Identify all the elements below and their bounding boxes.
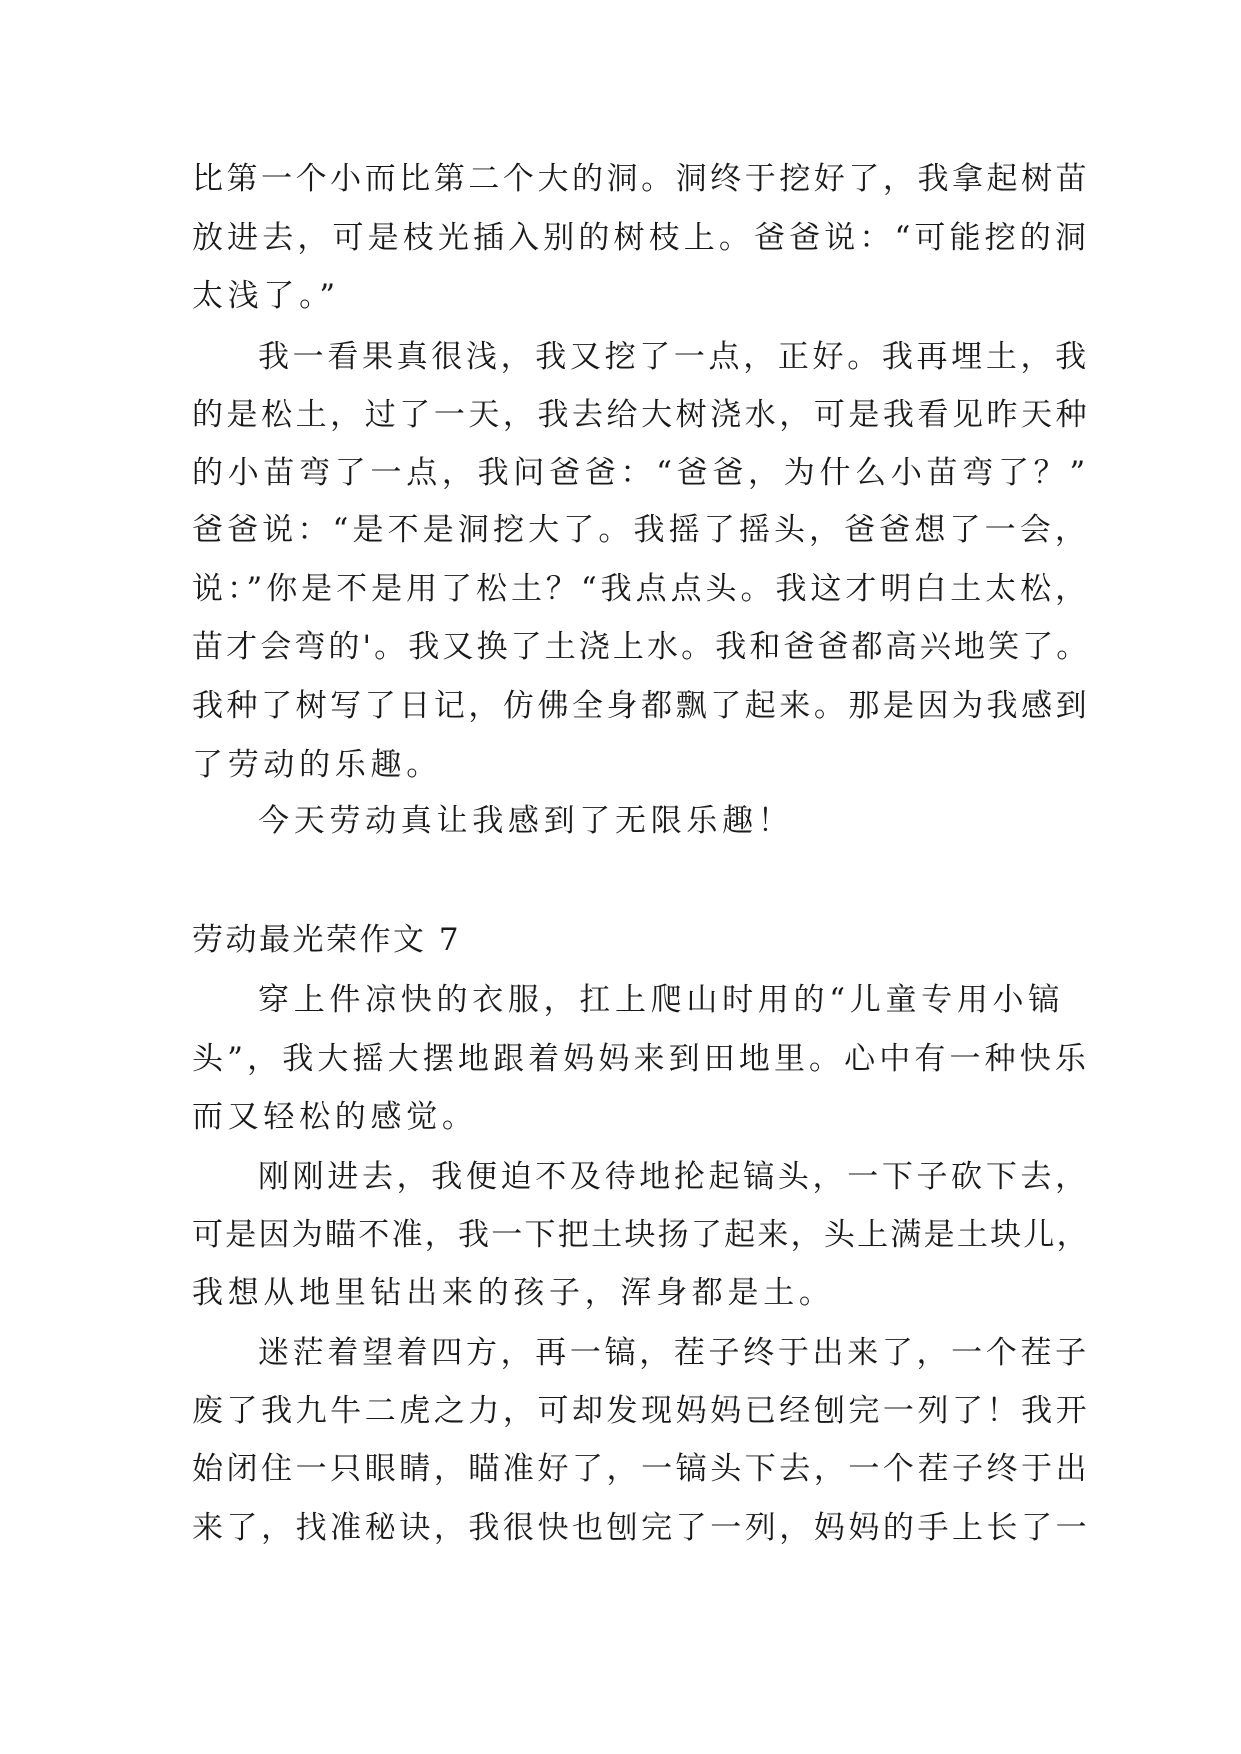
text-line: 比第一个小而比第二个大的洞。洞终于挖好了，我拿起树苗 bbox=[192, 161, 1091, 197]
paragraph-first-line: 穿上件凉快的衣服，扛上爬山时用的“儿童专用小镐 bbox=[258, 982, 1064, 1018]
text-line: 苗才会弯的'。我又换了土浇上水。我和爸爸都高兴地笑了。 bbox=[192, 629, 1091, 665]
paragraph-first-line: 我一看果真很浅，我又挖了一点，正好。我再埋土，我 bbox=[258, 339, 1090, 375]
text-line: 太浅了。” bbox=[192, 278, 340, 314]
text-line: 始闭住一只眼睛，瞄准好了，一镐头下去，一个茬子终于出 bbox=[192, 1451, 1091, 1487]
paragraph-first-line: 今天劳动真让我感到了无限乐趣！ bbox=[258, 803, 794, 839]
text-line: 废了我九牛二虎之力，可却发现妈妈已经刨完一列了！我开 bbox=[192, 1393, 1091, 1429]
text-line: 而又轻松的感觉。 bbox=[192, 1099, 478, 1135]
text-line: 说：”你是不是用了松土？“我点点头。我这才明白土太松， bbox=[192, 571, 1091, 607]
paragraph-first-line: 迷茫着望着四方，再一镐，茬子终于出来了，一个茬子 bbox=[258, 1335, 1090, 1371]
text-line: 可是因为瞄不准，我一下把土块扬了起来，头上满是土块儿， bbox=[192, 1217, 1090, 1253]
text-line: 来了，找准秘诀，我很快也刨完了一列，妈妈的手上长了一 bbox=[192, 1510, 1091, 1546]
text-line: 的小苗弯了一点，我问爸爸：“爸爸，为什么小苗弯了？” bbox=[192, 455, 1090, 491]
text-line: 了劳动的乐趣。 bbox=[192, 747, 442, 783]
text-line: 的是松土，过了一天，我去给大树浇水，可是我看见昨天种 bbox=[192, 397, 1091, 433]
text-line: 我想从地里钻出来的孩子，浑身都是土。 bbox=[192, 1275, 835, 1311]
text-line: 放进去，可是枝光插入别的树枝上。爸爸说：“可能挖的洞 bbox=[192, 220, 1091, 256]
paragraph-first-line: 刚刚进去，我便迫不及待地抡起镐头，一下子砍下去， bbox=[258, 1159, 1090, 1195]
section-heading: 劳动最光荣作文 7 bbox=[192, 922, 462, 958]
text-line: 我种了树写了日记，仿佛全身都飘了起来。那是因为我感到 bbox=[192, 688, 1091, 724]
text-line: 头”，我大摇大摆地跟着妈妈来到田地里。心中有一种快乐 bbox=[192, 1041, 1091, 1077]
text-line: 爸爸说：“是不是洞挖大了。我摇了摇头，爸爸想了一会， bbox=[192, 512, 1091, 548]
